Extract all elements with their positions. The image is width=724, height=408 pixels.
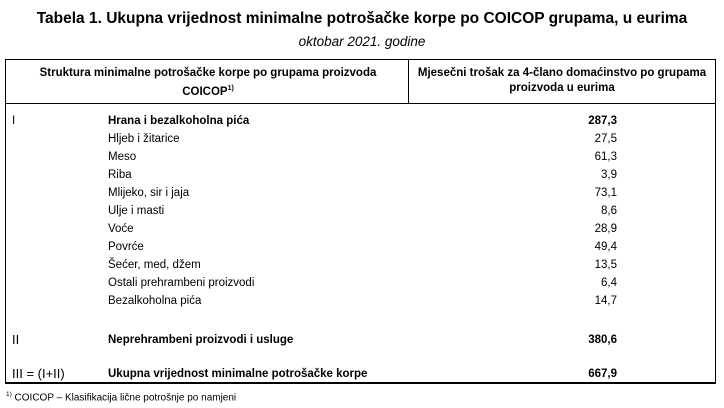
row-value: 61,3 bbox=[594, 151, 617, 163]
row-label: Ostali prehrambeni proizvodi bbox=[108, 277, 255, 289]
row-label: Povrće bbox=[108, 241, 144, 253]
row-roman: III = (I+II) bbox=[12, 366, 65, 381]
coicop-table bbox=[5, 59, 716, 384]
header-structure bbox=[12, 66, 404, 100]
table-row bbox=[6, 184, 715, 202]
row-value: 14,7 bbox=[594, 295, 617, 307]
row-label: Mlijeko, sir i jaja bbox=[108, 187, 190, 199]
table-row bbox=[6, 256, 715, 274]
row-label: Bezalkoholna pića bbox=[108, 295, 202, 307]
table-row bbox=[6, 274, 715, 292]
row-label: Voće bbox=[108, 223, 134, 235]
row-label: Riba bbox=[108, 169, 132, 181]
table-row bbox=[6, 238, 715, 256]
row-value: 13,5 bbox=[594, 259, 617, 271]
row-value: 380,6 bbox=[588, 334, 617, 346]
row-value: 73,1 bbox=[594, 187, 617, 199]
row-label: Meso bbox=[108, 151, 137, 163]
table-title: Tabela 1. Ukupna vrijednost minimalne potrošačke korpe po COICOP grupama, u eurima bbox=[36, 10, 688, 27]
row-value: 287,3 bbox=[588, 115, 617, 127]
row-label: Hljeb i žitarice bbox=[108, 133, 180, 145]
table-row bbox=[6, 166, 715, 184]
row-label: Šećer, med, džem bbox=[108, 259, 201, 271]
row-value: 27,5 bbox=[594, 133, 617, 145]
footnote-marker: 1) bbox=[6, 391, 12, 398]
row-value: 8,6 bbox=[601, 205, 617, 217]
header-cost-line2: proizvoda u eurima bbox=[509, 82, 615, 94]
header-column-divider bbox=[408, 60, 409, 103]
row-label: Ukupna vrijednost minimalne potrošačke korpe bbox=[108, 368, 368, 380]
row-value: 3,9 bbox=[601, 169, 617, 181]
row-value: 667,9 bbox=[588, 368, 617, 380]
row-value: 6,4 bbox=[601, 277, 617, 289]
table-row-total bbox=[6, 365, 715, 383]
row-roman: I bbox=[12, 115, 16, 127]
header-monthly-cost bbox=[412, 66, 712, 96]
table-bottom-rule bbox=[6, 382, 715, 383]
table-row bbox=[6, 292, 715, 310]
table-row-group-ii bbox=[6, 331, 715, 349]
row-label: Hrana i bezalkoholna pića bbox=[108, 115, 250, 127]
table-row bbox=[6, 130, 715, 148]
header-footnote-marker: 1) bbox=[227, 85, 234, 92]
row-label: Ulje i masti bbox=[108, 205, 165, 217]
row-label: Neprehrambeni proizvodi i usluge bbox=[108, 334, 294, 346]
table-row bbox=[6, 220, 715, 238]
table-row-group-i bbox=[6, 112, 715, 130]
table-subtitle: oktobar 2021. godine bbox=[298, 34, 426, 49]
header-divider bbox=[6, 103, 715, 104]
table-row bbox=[6, 202, 715, 220]
footnote bbox=[6, 391, 236, 403]
row-value: 28,9 bbox=[594, 223, 617, 235]
table-row bbox=[6, 148, 715, 166]
header-structure-line2: COICOP bbox=[182, 85, 228, 98]
header-cost-line1: Mjesečni trošak za 4-člano domaćinstvo po grupama bbox=[417, 67, 707, 79]
footnote-text: COICOP – Klasifikacija lične potrošnje po namjeni bbox=[11, 392, 237, 404]
row-value: 49,4 bbox=[594, 241, 617, 253]
header-structure-line1: Struktura minimalne potrošačke korpe po grupama proizvoda bbox=[39, 67, 377, 79]
row-roman: II bbox=[12, 332, 20, 347]
